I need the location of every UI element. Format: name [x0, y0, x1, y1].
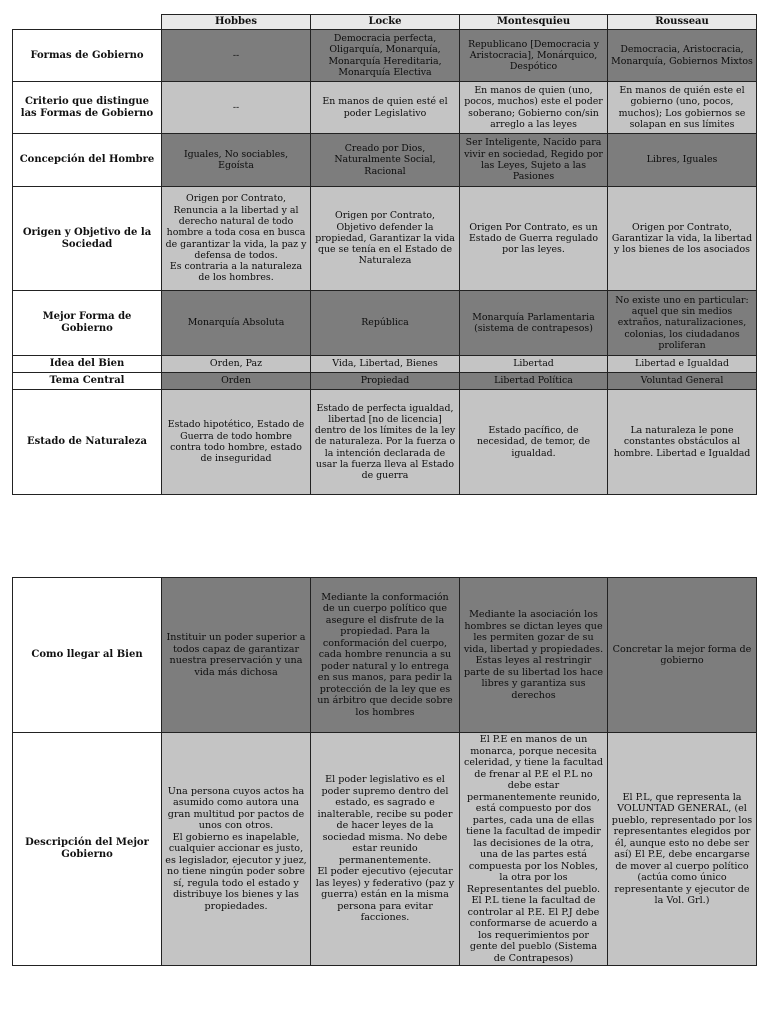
cell-montesquieu: El P.E en manos de un monarca, porque necesita celeridad, y tiene la facultad de frenar al P.E el P.L no debe estar permanentemente reunido, está compuesto por dos partes, cada una de ellas tiene la facultad de impedir las decisiones de la otra, una de las partes está compuesta por los Nobles, la otra por los Representantes del pueblo. El P.L tiene la facultad de controlar al P.E. El P.J debe conformarse de acuerdo a los requerimientos por gente del pueblo (Sistema de Contrapesos): [460, 733, 608, 966]
row-label: Estado de Naturaleza: [13, 390, 162, 495]
cell-hobbes: Monarquía Absoluta: [162, 291, 311, 356]
cell-hobbes: Estado hipotético, Estado de Guerra de todo hombre contra todo hombre, estado de inseguridad: [162, 390, 311, 495]
cell-rousseau: Concretar la mejor forma de gobierno: [608, 578, 757, 733]
row-criterio-formas-de-gobierno: [13, 82, 757, 134]
cell-rousseau: Libres, Iguales: [608, 134, 757, 187]
cell-montesquieu: Libertad: [460, 356, 608, 373]
cell-locke: República: [311, 291, 460, 356]
row-tema-central: [13, 373, 757, 390]
cell-rousseau: La naturaleza le pone constantes obstáculos al hombre. Libertad e Igualdad: [608, 390, 757, 495]
cell-rousseau: En manos de quién este el gobierno (uno, pocos, muchos); Los gobiernos se solapan en sus límites: [608, 82, 757, 134]
cell-hobbes: Orden: [162, 373, 311, 390]
row-descripcion-mejor-gobierno: [13, 733, 757, 966]
row-idea-del-bien: [13, 356, 757, 373]
cell-locke: Democracia perfecta, Oligarquía, Monarquía, Monarquía Hereditaria, Monarquía Electiva: [311, 30, 460, 82]
cell-montesquieu: Estado pacífico, de necesidad, de temor, de igualdad.: [460, 390, 608, 495]
cell-locke: Vida, Libertad, Bienes: [311, 356, 460, 373]
cell-montesquieu: En manos de quien (uno, pocos, muchos) este el poder soberano; Gobierno con/sin arreglo a las leyes: [460, 82, 608, 134]
col-header-hobbes: Hobbes: [162, 15, 311, 30]
comparison-table-top: [12, 14, 757, 495]
cell-montesquieu: Libertad Política: [460, 373, 608, 390]
cell-hobbes: Una persona cuyos actos ha asumido como autora una gran multitud por pactos de unos con otros. El gobierno es inapelable, cualquier accionar es justo, es legislador, ejecutor y juez, no tiene ningún poder sobre sí, regula todo el estado y distribuye los bienes y las propiedades.: [162, 733, 311, 966]
cell-rousseau: Voluntad General: [608, 373, 757, 390]
cell-hobbes: --: [162, 30, 311, 82]
row-label: Formas de Gobierno: [13, 30, 162, 82]
cell-rousseau: Democracia, Aristocracia, Monarquía, Gobiernos Mixtos: [608, 30, 757, 82]
row-label: Idea del Bien: [13, 356, 162, 373]
cell-montesquieu: Origen Por Contrato, es un Estado de Guerra regulado por las leyes.: [460, 187, 608, 291]
row-formas-de-gobierno: [13, 30, 757, 82]
cell-rousseau: Libertad e Igualdad: [608, 356, 757, 373]
cell-montesquieu: Mediante la asociación los hombres se dictan leyes que les permiten gozar de su vida, libertad y propiedades. Estas leyes al restringir parte de su libertad los hace libres y garantiza sus derechos: [460, 578, 608, 733]
cell-montesquieu: Ser Inteligente, Nacido para vivir en sociedad, Regido por las Leyes, Sujeto a las Pasiones: [460, 134, 608, 187]
row-label: Como llegar al Bien: [13, 578, 162, 733]
header-row: [13, 15, 757, 30]
cell-hobbes: --: [162, 82, 311, 134]
comparison-table-bottom: [12, 577, 757, 966]
cell-locke: Propiedad: [311, 373, 460, 390]
row-label: Origen y Objetivo de la Sociedad: [13, 187, 162, 291]
cell-rousseau: El P.L, que representa la VOLUNTAD GENERAL, (el pueblo, representado por los representantes elegidos por él, aunque esto no debe ser así) El P.E, debe encargarse de mover al cuerpo político (actúa como único representante y ejecutor de la Vol. Grl.): [608, 733, 757, 966]
row-mejor-forma-de-gobierno: [13, 291, 757, 356]
cell-rousseau: Origen por Contrato, Garantizar la vida, la libertad y los bienes de los asociados: [608, 187, 757, 291]
cell-hobbes: Orden, Paz: [162, 356, 311, 373]
row-label: Tema Central: [13, 373, 162, 390]
cell-hobbes: Origen por Contrato, Renuncia a la libertad y al derecho natural de todo hombre a toda cosa en busca de garantizar la vida, la paz y defensa de todos. Es contraria a la naturaleza de los hombres.: [162, 187, 311, 291]
cell-rousseau: No existe uno en particular: aquel que sin medios extraños, naturalizaciones, colonias, los ciudadanos proliferan: [608, 291, 757, 356]
col-header-montesquieu: Montesquieu: [460, 15, 608, 30]
row-label: Mejor Forma de Gobierno: [13, 291, 162, 356]
cell-locke: Estado de perfecta igualdad, libertad [no de licencia] dentro de los límites de la ley de naturaleza. Por la fuerza o la intención declarada de usar la fuerza lleva al Estado de guerra: [311, 390, 460, 495]
cell-locke: El poder legislativo es el poder supremo dentro del estado, es sagrado e inalterable, recibe su poder de hacer leyes de la sociedad misma. No debe estar reunido permanentemente. El poder ejecutivo (ejecutar las leyes) y federativo (paz y guerra) están en la misma persona para evitar facciones.: [311, 733, 460, 966]
row-label: Concepción del Hombre: [13, 134, 162, 187]
row-label: Descripción del Mejor Gobierno: [13, 733, 162, 966]
row-origen-objetivo-sociedad: [13, 187, 757, 291]
cell-montesquieu: Monarquía Parlamentaria (sistema de contrapesos): [460, 291, 608, 356]
cell-locke: Creado por Dios, Naturalmente Social, Racional: [311, 134, 460, 187]
row-label: Criterio que distingue las Formas de Gobierno: [13, 82, 162, 134]
col-header-rousseau: Rousseau: [608, 15, 757, 30]
header-corner: [13, 15, 162, 30]
cell-locke: Mediante la conformación de un cuerpo político que asegure el disfrute de la propiedad. Para la conformación del cuerpo, cada hombre renuncia a su poder natural y lo entrega en sus manos, para pedir la protección de la ley que es un árbitro que decide sobre los hombres: [311, 578, 460, 733]
cell-montesquieu: Republicano [Democracia y Aristocracia], Monárquico, Despótico: [460, 30, 608, 82]
row-concepcion-del-hombre: [13, 134, 757, 187]
cell-hobbes: Instituir un poder superior a todos capaz de garantizar nuestra preservación y una vida más dichosa: [162, 578, 311, 733]
cell-hobbes: Iguales, No sociables, Egoísta: [162, 134, 311, 187]
cell-locke: En manos de quien esté el poder Legislativo: [311, 82, 460, 134]
cell-locke: Origen por Contrato, Objetivo defender la propiedad, Garantizar la vida que se tenía en el Estado de Naturaleza: [311, 187, 460, 291]
row-como-llegar-al-bien: [13, 578, 757, 733]
row-estado-de-naturaleza: [13, 390, 757, 495]
col-header-locke: Locke: [311, 15, 460, 30]
